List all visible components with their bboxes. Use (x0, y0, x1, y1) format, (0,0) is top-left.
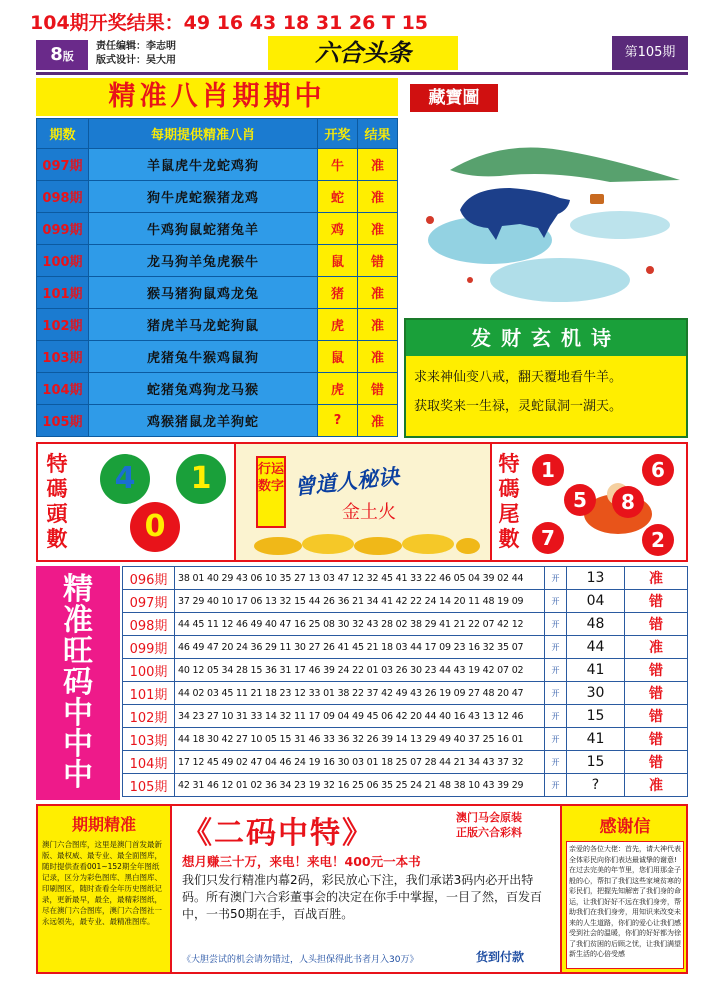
result-cell: 错 (358, 373, 398, 405)
numbers-cell: 34 23 27 10 31 33 14 32 11 17 09 04 49 45 06 42 20 44 40 16 43 13 12 46 (175, 705, 545, 728)
table-row (123, 728, 688, 751)
page-unit: 版 (62, 50, 74, 63)
draw-cell: 04 (567, 590, 625, 613)
two-code-headline: 《二码中特》 (182, 816, 374, 851)
fortune-poem-box (404, 318, 688, 438)
label-char: 特 (46, 452, 68, 476)
result-cell: 准 (358, 405, 398, 437)
period-cell: 104期 (123, 751, 175, 774)
draw-cell: 30 (567, 682, 625, 705)
eight-zodiac-table (36, 118, 398, 437)
period-cell: 105期 (123, 774, 175, 797)
draw-cell: 虎 (318, 309, 358, 341)
numbers-cell: 46 49 47 20 24 36 29 11 30 27 26 41 45 21 18 03 44 17 09 23 16 32 35 07 (175, 636, 545, 659)
open-label-cell: 开 (545, 728, 567, 751)
period-cell: 098期 (37, 181, 89, 213)
ad-footer-note: 《大胆尝试的机会请勿错过，人头担保得此书者月入30万》 (182, 955, 419, 965)
result-cell: 错 (625, 613, 688, 636)
draw-cell: 猪 (318, 277, 358, 309)
table-row (123, 751, 688, 774)
result-cell: 错 (625, 659, 688, 682)
table-row (37, 309, 398, 341)
label-char: 中 (63, 727, 93, 762)
special-digits-box (36, 442, 688, 562)
table-row (37, 277, 398, 309)
result-cell: 错 (625, 728, 688, 751)
editor-credits (96, 40, 176, 68)
period-cell: 105期 (37, 405, 89, 437)
thanks-letter-panel (566, 812, 684, 968)
numbers-cell: 40 12 05 34 28 15 36 31 17 46 39 24 22 01 03 26 30 23 44 43 19 42 07 02 (175, 659, 545, 682)
result-cell: 准 (358, 277, 398, 309)
draw-cell: 41 (567, 659, 625, 682)
col-result: 结果 (358, 119, 398, 149)
table-row (123, 613, 688, 636)
gold-ingot-icon (248, 530, 480, 558)
open-label-cell: 开 (545, 751, 567, 774)
result-cell: 准 (358, 341, 398, 373)
head-digit-ball: 1 (176, 454, 226, 504)
table-row (123, 774, 688, 797)
table-row (37, 341, 398, 373)
label-char: 數 (46, 527, 68, 551)
col-zodiacs: 每期提供精准八肖 (89, 119, 318, 149)
accuracy-title: 期期精准 (71, 815, 136, 834)
open-label-cell: 开 (545, 705, 567, 728)
eight-zodiac-title: 精准八肖期期中 (36, 78, 398, 116)
head-digit-ball: 4 (100, 454, 150, 504)
lucky-number-badge: 行运数字 (256, 456, 286, 528)
page-number-badge (36, 40, 88, 70)
period-cell: 102期 (37, 309, 89, 341)
two-code-ad (170, 806, 562, 972)
draw-cell: 蛇 (318, 181, 358, 213)
label-char: 精 (63, 572, 93, 607)
period-cell: 097期 (37, 149, 89, 181)
draw-cell: 鼠 (318, 245, 358, 277)
open-label-cell: 开 (545, 590, 567, 613)
result-cell: 错 (625, 682, 688, 705)
table-row (37, 149, 398, 181)
draw-cell: 15 (567, 705, 625, 728)
label-char: 中 (63, 696, 93, 731)
period-cell: 103期 (37, 341, 89, 373)
table-row (37, 245, 398, 277)
open-label-cell: 开 (545, 613, 567, 636)
thanks-letter-title: 感谢信 (599, 817, 651, 837)
numbers-cell: 44 45 11 12 46 49 40 47 16 25 08 30 32 43 28 02 38 29 41 21 22 07 42 12 (175, 613, 545, 636)
period-cell: 099期 (37, 213, 89, 245)
label-char: 尾 (498, 502, 520, 526)
thanks-letter-text: 亲爱的各位大佬：首先，请大神代表全体彩民向你们表达最诚挚的谢意!在过去完美的年节里，您们用那金子般的心，帮扣了我们这些家境贫寒的彩民们，把握先知解密了我们身的命运，让我们好好不远在我们身旁，帮助我们在我们身旁，用知识来改变未来的人生道路，你们的爱心让我们感受到社会的温暖，你们的好好都为徐了我们贫困的后顾之忧，让我们满望新生活的心倍受感 (566, 841, 684, 969)
zodiacs-cell: 狗牛虎蛇猴猪龙鸡 (89, 181, 318, 213)
ad-source-line-1: 澳门马会原装 (456, 811, 522, 824)
boar-ink-painting (410, 130, 688, 316)
zeng-secret-slogan: 曾道人秘诀 (293, 464, 401, 500)
treasure-map-seal: 藏寶圖 (410, 84, 498, 112)
open-label-cell: 开 (545, 774, 567, 797)
hot-numbers-table (122, 566, 688, 797)
table-row (123, 590, 688, 613)
numbers-cell: 38 01 40 29 43 06 10 35 27 13 03 47 12 32 45 41 33 22 46 05 04 39 02 44 (175, 567, 545, 590)
result-cell: 错 (625, 590, 688, 613)
col-draw: 开奖 (318, 119, 358, 149)
accuracy-panel (42, 812, 166, 968)
five-elements-text: 金土火 (342, 502, 396, 523)
table-row (37, 213, 398, 245)
zodiacs-cell: 羊鼠虎牛龙蛇鸡狗 (89, 149, 318, 181)
poem-line-1: 求来神仙变八戒，翻天覆地看牛羊。 (414, 370, 623, 385)
draw-cell: 44 (567, 636, 625, 659)
draw-cell: 13 (567, 567, 625, 590)
period-cell: 100期 (37, 245, 89, 277)
result-cell: 准 (625, 774, 688, 797)
head-digit-ball: 0 (130, 502, 180, 552)
draw-cell: 48 (567, 613, 625, 636)
col-period: 期数 (37, 119, 89, 149)
zodiacs-cell: 猴马猪狗鼠鸡龙兔 (89, 277, 318, 309)
period-cell: 096期 (123, 567, 175, 590)
editor-line: 责任编辑：李志明 (96, 41, 176, 52)
promo-box (36, 804, 688, 974)
ad-price-line: 想月赚三十万，来电！来电！400元一本书 (182, 854, 421, 869)
header-divider (36, 72, 688, 75)
numbers-cell: 44 18 30 42 27 10 05 15 31 46 33 36 32 26 39 14 13 29 49 40 37 25 16 01 (175, 728, 545, 751)
result-cell: 准 (358, 149, 398, 181)
open-label-cell: 开 (545, 636, 567, 659)
label-char: 特 (498, 452, 520, 476)
tail-digit-ball: 7 (532, 522, 564, 554)
period-cell: 103期 (123, 728, 175, 751)
zodiacs-cell: 鸡猴猪鼠龙羊狗蛇 (89, 405, 318, 437)
result-cell: 准 (358, 213, 398, 245)
period-cell: 101期 (37, 277, 89, 309)
zeng-secret-panel (234, 444, 492, 560)
table-row (123, 636, 688, 659)
issue-number: 第105期 (612, 36, 688, 70)
zodiacs-cell: 虎猪兔牛猴鸡鼠狗 (89, 341, 318, 373)
poem-line-2: 获取奖来一生禄，灵蛇鼠洞一湖天。 (414, 399, 623, 414)
zodiacs-cell: 蛇猪兔鸡狗龙马猴 (89, 373, 318, 405)
cash-on-delivery-label: 货到付款 (476, 950, 525, 964)
period-cell: 101期 (123, 682, 175, 705)
label-char: 碼 (498, 477, 520, 501)
draw-cell: 鸡 (318, 213, 358, 245)
draw-result-title: 104期开奖结果：49 16 43 18 31 26 T 15 (30, 12, 429, 34)
masthead-logo: 六合头条 (268, 36, 458, 70)
draw-cell: 虎 (318, 373, 358, 405)
result-cell: 准 (625, 636, 688, 659)
period-cell: 104期 (37, 373, 89, 405)
head-digit-label (44, 452, 70, 552)
label-char: 准 (63, 603, 93, 638)
open-label-cell: 开 (545, 567, 567, 590)
table-row (123, 682, 688, 705)
label-char: 數 (498, 527, 520, 551)
period-cell: 098期 (123, 613, 175, 636)
tail-digit-label (496, 452, 522, 552)
zodiacs-cell: 猪虎羊马龙蛇狗鼠 (89, 309, 318, 341)
table-header-row (37, 119, 398, 149)
tail-digit-ball: 2 (642, 524, 674, 556)
designer-line: 版式设计：吴大用 (96, 55, 176, 66)
numbers-cell: 37 29 40 10 17 06 13 32 15 44 26 36 21 34 41 42 22 24 14 20 11 48 19 09 (175, 590, 545, 613)
period-cell: 097期 (123, 590, 175, 613)
open-label-cell: 开 (545, 659, 567, 682)
table-row (37, 405, 398, 437)
tail-digit-ball: 6 (642, 454, 674, 486)
result-cell: 错 (625, 705, 688, 728)
draw-cell: 15 (567, 751, 625, 774)
open-label-cell: 开 (545, 682, 567, 705)
ad-body-text: 我们只发行精准内幕2码，彩民放心下注，我们承诺3码内必开出特码。所有澳门六合彩董事会的决定在你手中掌握，一目了然，百发百中，一书50期在手，百战百胜。 (182, 873, 543, 921)
numbers-cell: 44 02 03 45 11 21 18 23 12 33 01 38 22 37 42 49 43 26 19 09 27 48 20 47 (175, 682, 545, 705)
gallery-description: 澳门六合图库，这里是澳门首发最新版、最权威、最专业、最全面图库，随时提供查看001~152期全年图纸记录，区分为彩色图库、黑白图库、印刷图区，随时查看全年历史图纸记录，更新最早，最全，最精彩图纸，尽在澳门六合图库，澳门六合图社一永远领先，最专业、最精准图库。 (42, 840, 162, 926)
draw-cell: 41 (567, 728, 625, 751)
result-cell: 准 (358, 309, 398, 341)
ad-source-tag (456, 810, 522, 840)
period-cell: 100期 (123, 659, 175, 682)
tail-digit-ball: 5 (564, 484, 596, 516)
label-char: 中 (63, 758, 93, 793)
zodiacs-cell: 龙马狗羊兔虎猴牛 (89, 245, 318, 277)
result-cell: 错 (625, 751, 688, 774)
result-cell: 准 (625, 567, 688, 590)
table-row (123, 567, 688, 590)
tail-digit-ball: 8 (612, 486, 644, 518)
label-char: 頭 (46, 502, 68, 526)
poem-title: 发财玄机诗 (406, 320, 686, 356)
draw-cell: 牛 (318, 149, 358, 181)
page-number: 8 (50, 44, 63, 65)
label-char: 旺 (63, 634, 93, 669)
label-char: 码 (63, 665, 93, 700)
period-cell: 102期 (123, 705, 175, 728)
ad-source-line-2: 正版六合彩料 (456, 826, 522, 839)
numbers-cell: 42 31 46 12 01 02 36 34 23 19 32 16 25 06 35 25 24 21 48 38 10 43 39 29 (175, 774, 545, 797)
numbers-cell: 17 12 45 49 02 47 04 46 24 19 16 30 03 01 18 25 07 28 44 21 34 43 37 32 (175, 751, 545, 774)
draw-cell: ? (567, 774, 625, 797)
result-cell: 错 (358, 245, 398, 277)
table-row (123, 705, 688, 728)
draw-cell: 鼠 (318, 341, 358, 373)
result-cell: 准 (358, 181, 398, 213)
tail-digit-ball: 1 (532, 454, 564, 486)
label-char: 碼 (46, 477, 68, 501)
table-row (37, 373, 398, 405)
zodiacs-cell: 牛鸡狗鼠蛇猪兔羊 (89, 213, 318, 245)
table-row (123, 659, 688, 682)
draw-cell: ? (318, 405, 358, 437)
table-row (37, 181, 398, 213)
period-cell: 099期 (123, 636, 175, 659)
hot-numbers-label (36, 566, 120, 800)
